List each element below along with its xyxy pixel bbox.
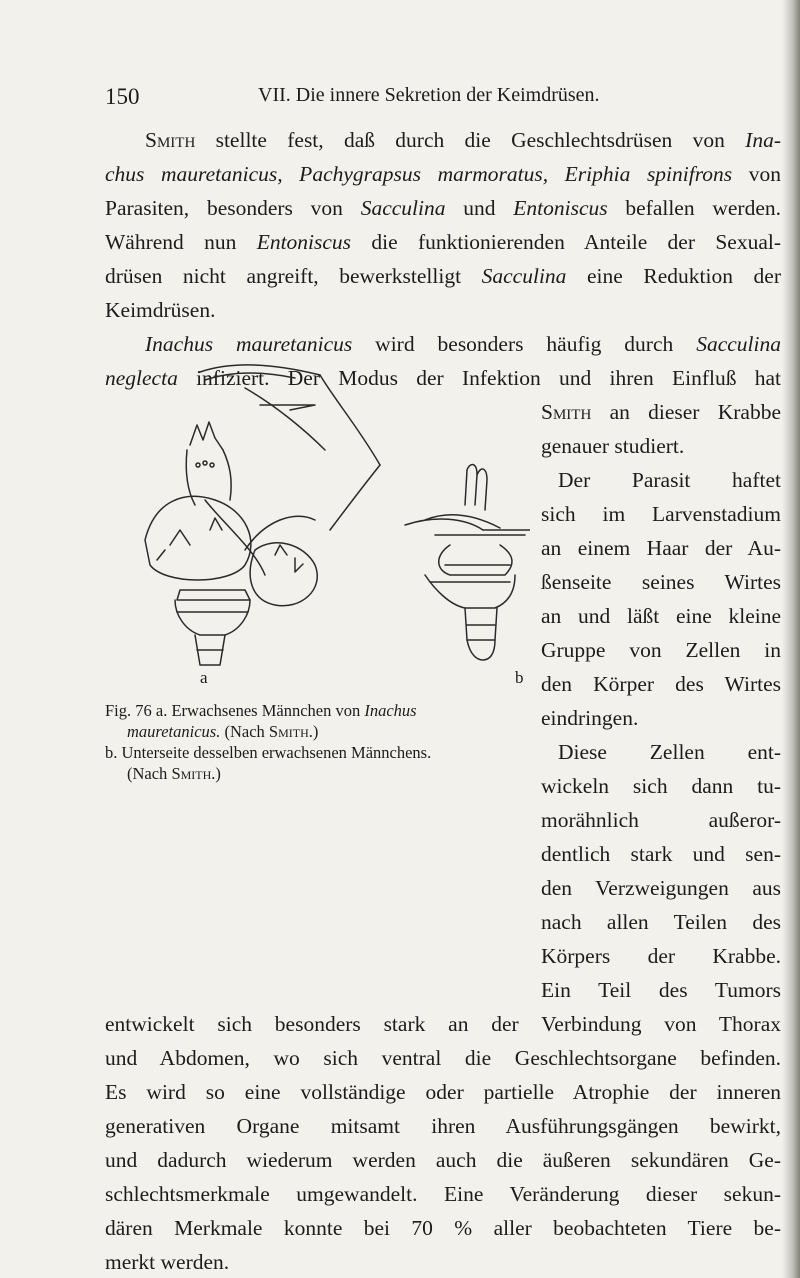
figure-label-a: a — [200, 668, 208, 687]
text-line: Während nun Entoniscus die funktionierenden Anteile der Sexual- — [105, 230, 782, 254]
column-line: nach allen Teilen des — [541, 910, 781, 934]
column-line: den Verzweigungen aus — [541, 876, 781, 900]
running-head: VII. Die innere Sekretion der Keimdrüsen. — [258, 84, 600, 106]
figure-caption — [105, 700, 530, 784]
caption-line-3: b. Unterseite desselben erwachsenen Männchens. — [105, 743, 432, 762]
caption-line-1: Fig. 76 a. Erwachsenes Männchen von Inachus — [105, 701, 417, 720]
column-line: eindringen. — [541, 706, 639, 730]
text-line: Es wird so eine vollständige oder partielle Atrophie der inneren — [105, 1080, 781, 1104]
text-line: dären Merkmale konnte bei 70 % aller beobachteten Tiere be- — [105, 1216, 781, 1240]
column-line: Körpers der Krabbe. — [541, 944, 781, 968]
column-line: Ein Teil des Tumors — [541, 978, 781, 1002]
text-line: neglecta infiziert. Der Modus der Infektion und ihren Einfluß hat — [105, 366, 781, 390]
figure-b-drawing — [405, 465, 530, 660]
text-line: generativen Organe mitsamt ihren Ausführungsgängen bewirkt, — [105, 1114, 781, 1138]
column-line: Smith an dieser Krabbe — [541, 400, 781, 424]
column-line: Diese Zellen ent- — [558, 740, 781, 764]
column-line: genauer studiert. — [541, 434, 685, 458]
crab-illustration — [105, 350, 530, 680]
column-line: an und läßt eine kleine — [541, 604, 781, 628]
column-line: morähnlich außeror- — [541, 808, 781, 832]
text-line: und Abdomen, wo sich ventral die Geschlechtsorgane befinden. — [105, 1046, 781, 1070]
caption-line-4: (Nach Smith.) — [127, 764, 221, 783]
page-number: 150 — [105, 84, 140, 109]
caption-line-2: mauretanicus. (Nach Smith.) — [127, 722, 319, 741]
figure-a-drawing — [145, 365, 380, 665]
text-line: Keimdrüsen. — [105, 298, 216, 322]
text-line: entwickelt sich besonders stark an der Verbindung von Thorax — [105, 1012, 781, 1036]
figure-label-b: b — [515, 668, 524, 687]
page-header — [105, 84, 685, 114]
column-line: Der Parasit haftet — [558, 468, 781, 492]
text-line: Parasiten, besonders von Sacculina und Entoniscus befallen werden. — [105, 196, 781, 220]
column-line: den Körper des Wirtes — [541, 672, 781, 696]
text-line: Inachus mauretanicus wird besonders häufig durch Sacculina — [145, 332, 781, 356]
column-line: Gruppe von Zellen in — [541, 638, 781, 662]
text-line: Smith stellte fest, daß durch die Geschlechtsdrüsen von Ina- — [145, 128, 781, 152]
text-line: chus mauretanicus, Pachygrapsus marmoratus, Eriphia spinifrons von — [105, 162, 781, 186]
column-line: wickeln sich dann tu- — [541, 774, 781, 798]
text-line: drüsen nicht angreift, bewerkstelligt Sacculina eine Reduktion der — [105, 264, 781, 288]
column-line: dentlich stark und sen- — [541, 842, 781, 866]
text-line: schlechtsmerkmale umgewandelt. Eine Veränderung dieser sekun- — [105, 1182, 781, 1206]
column-line: sich im Larvenstadium — [541, 502, 781, 526]
column-line: an einem Haar der Au- — [541, 536, 781, 560]
column-line: ßenseite seines Wirtes — [541, 570, 781, 594]
figure-76 — [105, 350, 530, 695]
text-line: merkt werden. — [105, 1250, 230, 1274]
page-edge-shadow — [782, 0, 800, 1278]
text-line: und dadurch wiederum werden auch die äußeren sekundären Ge- — [105, 1148, 781, 1172]
